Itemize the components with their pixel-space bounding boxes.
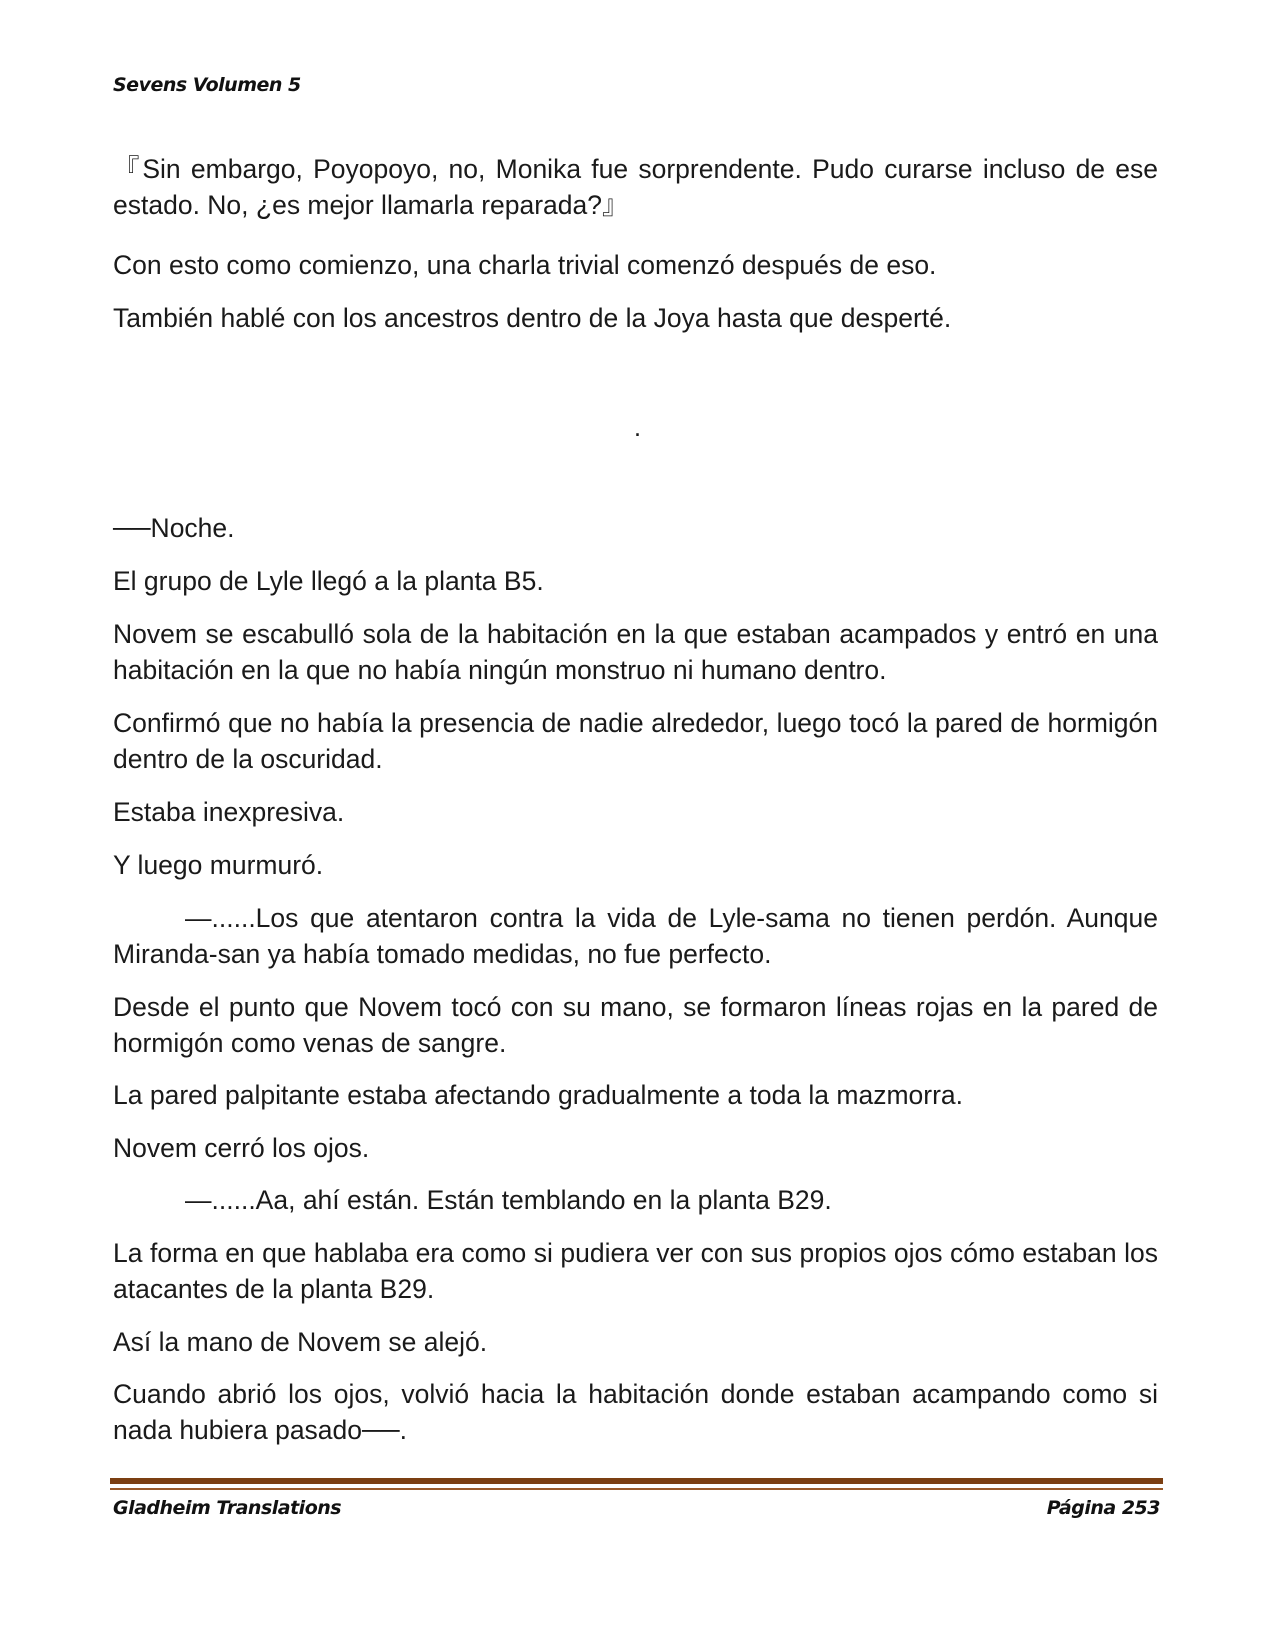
footer-rule-thin	[110, 1488, 1163, 1490]
running-header: Sevens Volumen 5	[113, 74, 301, 96]
paragraph: También hablé con los ancestros dentro de la Joya hasta que desperté.	[113, 303, 952, 333]
paragraph: El grupo de Lyle llegó a la planta B5.	[113, 566, 544, 596]
paragraph: Desde el punto que Novem tocó con su mano, se formaron líneas rojas en la pared de hormigón como venas de sangre.	[113, 992, 1158, 1058]
paragraph: Con esto como comienzo, una charla trivial comenzó después de eso.	[113, 250, 937, 280]
paragraph: La forma en que hablaba era como si pudiera ver con sus propios ojos cómo estaban los atacantes de la planta B29.	[113, 1238, 1158, 1304]
paragraph: Confirmó que no había la presencia de nadie alrededor, luego tocó la pared de hormigón dentro de la oscuridad.	[113, 708, 1158, 774]
paragraph: Así la mano de Novem se alejó.	[113, 1327, 488, 1357]
page-number: Página 253	[1046, 1497, 1160, 1519]
paragraph: Cuando abrió los ojos, volvió hacia la habitación donde estaban acampando como si nada hubiera pasado──.	[113, 1379, 1158, 1445]
footer-rule	[110, 1478, 1163, 1484]
paragraph: Estaba inexpresiva.	[113, 797, 345, 827]
dialogue-paragraph: —......Los que atentaron contra la vida de Lyle-sama no tienen perdón. Aunque Miranda-san ya había tomado medidas, no fue perfecto.	[113, 903, 1158, 969]
paragraph: Novem se escabulló sola de la habitación en la que estaban acampados y entró en una habitación en la que no había ningún monstruo ni humano dentro.	[113, 619, 1158, 685]
paragraph: ──Noche.	[113, 513, 235, 543]
paragraph: Novem cerró los ojos.	[113, 1133, 370, 1163]
scene-separator: .	[633, 412, 642, 442]
paragraph: La pared palpitante estaba afectando gradualmente a toda la mazmorra.	[113, 1080, 964, 1110]
footer-publisher: Gladheim Translations	[113, 1497, 342, 1519]
paragraph: Y luego murmuró.	[113, 850, 324, 880]
paragraph: 『Sin embargo, Poyopoyo, no, Monika fue sorprendente. Pudo curarse incluso de ese estado. No, ¿es mejor llamarla reparada?』	[113, 154, 1158, 220]
dialogue-paragraph: —......Aa, ahí están. Están temblando en la planta B29.	[185, 1185, 832, 1215]
